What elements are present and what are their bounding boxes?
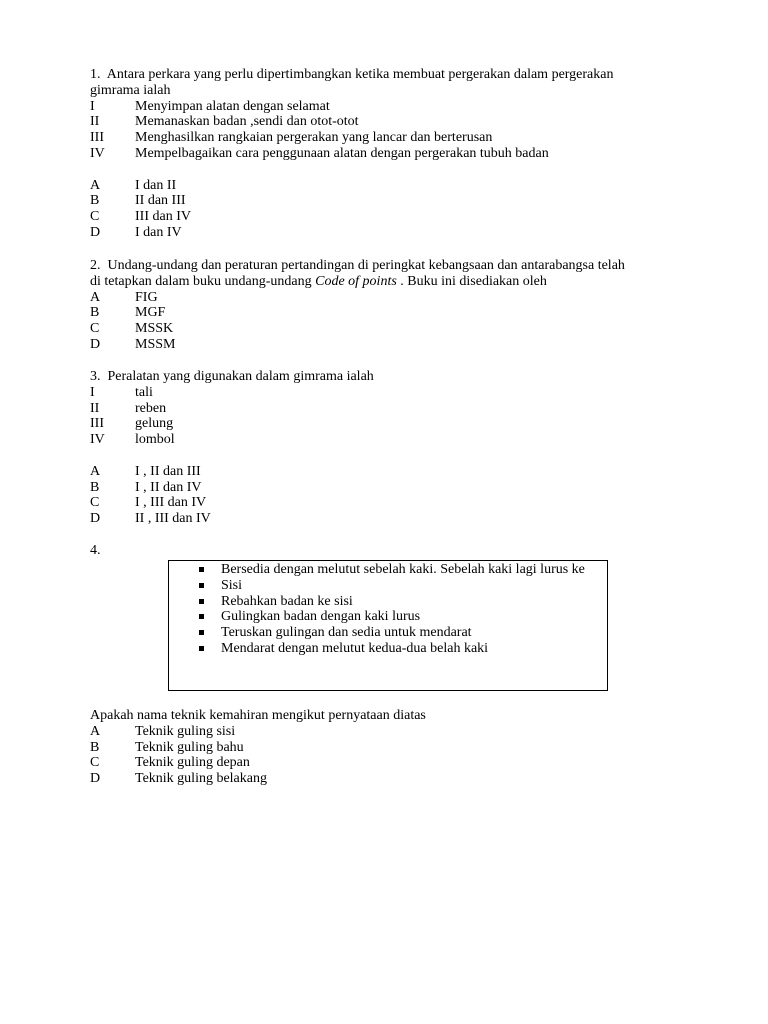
option-text: Teknik guling depan (135, 755, 250, 771)
question-3-stem: 3. Peralatan yang digunakan dalam gimrama ialah (90, 369, 374, 384)
question-1-options (90, 178, 650, 241)
option-text: I , II dan IV (135, 479, 202, 495)
statement-label: I (90, 384, 95, 400)
statement-text: tali (135, 384, 153, 400)
option-row[interactable] (90, 337, 635, 353)
question-1-statements (90, 99, 650, 162)
option-text: II dan III (135, 193, 186, 209)
option-label: B (90, 739, 100, 755)
option-row[interactable] (90, 321, 635, 337)
option-label: A (90, 723, 101, 739)
statement-label: IV (90, 145, 105, 161)
statement-label: II (90, 400, 100, 416)
option-label: D (90, 336, 101, 352)
option-row[interactable] (90, 178, 650, 194)
option-text: I , II dan III (135, 463, 201, 479)
option-text: I dan II (135, 177, 177, 193)
option-row[interactable] (90, 495, 650, 511)
option-label: A (90, 289, 101, 305)
question-3 (90, 369, 650, 527)
bullet-square-icon (199, 599, 204, 604)
procedure-item (199, 609, 585, 625)
option-label: B (90, 305, 100, 321)
option-label: B (90, 479, 100, 495)
procedure-text: Sisi (221, 577, 243, 593)
option-text: MGF (135, 305, 166, 321)
statement-row (90, 416, 650, 432)
procedure-text: Gulingkan badan dengan kaki lurus (221, 609, 421, 625)
option-row[interactable] (90, 225, 650, 241)
question-2-book-title: Code of points (315, 273, 397, 289)
option-text: FIG (135, 289, 158, 305)
option-row[interactable] (90, 511, 650, 527)
option-label: C (90, 755, 100, 771)
option-row[interactable] (90, 290, 635, 306)
statement-label: I (90, 98, 95, 114)
bullet-square-icon (199, 567, 204, 572)
procedure-list (199, 562, 585, 657)
question-1 (90, 67, 650, 241)
option-text: MSSM (135, 336, 176, 352)
option-text: Teknik guling bahu (135, 739, 244, 755)
statement-label: IV (90, 432, 105, 448)
procedure-text: Rebahkan badan ke sisi (221, 593, 353, 609)
option-label: B (90, 193, 100, 209)
question-4-options (90, 724, 650, 787)
procedure-text: Bersedia dengan melutut sebelah kaki. Sebelah kaki lagi lurus ke (221, 562, 585, 577)
question-2-stem-text: 2. Undang-undang dan peraturan pertandingan di peringkat kebangsaan dan antarabangsa telah di tetapkan dalam buku undang-undang (90, 258, 629, 289)
statement-label: III (90, 416, 104, 432)
option-text: II , III dan IV (135, 511, 211, 527)
statement-text: Mempelbagaikan cara penggunaan alatan dengan pergerakan tubuh badan (135, 145, 549, 161)
statement-row (90, 146, 650, 162)
statement-label: III (90, 130, 104, 146)
bullet-square-icon (199, 630, 204, 635)
procedure-item (199, 578, 585, 594)
question-3-options (90, 464, 650, 527)
bullet-square-icon (199, 583, 204, 588)
option-row[interactable] (90, 209, 650, 225)
question-2-stem-end: . Buku ini disediakan oleh (396, 273, 547, 289)
option-text: III dan IV (135, 209, 191, 225)
option-label: A (90, 463, 101, 479)
statement-row (90, 130, 650, 146)
question-4 (90, 708, 650, 787)
procedure-text: Mendarat dengan melutut kedua-dua belah kaki (221, 640, 489, 656)
option-row[interactable] (90, 740, 650, 756)
option-text: Teknik guling belakang (135, 771, 267, 787)
option-row[interactable] (90, 480, 650, 496)
question-3-statements (90, 385, 650, 448)
statement-text: Menghasilkan rangkaian pergerakan yang lancar dan berterusan (135, 130, 493, 146)
option-text: MSSK (135, 321, 174, 337)
procedure-box (168, 560, 608, 691)
option-row[interactable] (90, 755, 650, 771)
procedure-item (199, 625, 585, 641)
procedure-item (199, 641, 585, 657)
question-2-stem (90, 258, 635, 290)
question-1-stem: 1. Antara perkara yang perlu dipertimbangkan ketika membuat pergerakan dalam pergerakan gimrama ialah (90, 67, 617, 98)
option-row[interactable] (90, 464, 650, 480)
statement-text: gelung (135, 416, 174, 432)
procedure-item (199, 562, 585, 578)
option-label: D (90, 511, 101, 527)
option-label: C (90, 321, 100, 337)
option-label: D (90, 771, 101, 787)
procedure-text: Teruskan gulingan dan sedia untuk mendarat (221, 625, 472, 641)
option-label: C (90, 209, 100, 225)
statement-row (90, 401, 650, 417)
option-label: A (90, 177, 101, 193)
option-row[interactable] (90, 305, 635, 321)
statement-row (90, 385, 650, 401)
option-row[interactable] (90, 193, 650, 209)
statement-row (90, 99, 650, 115)
option-label: D (90, 224, 101, 240)
option-row[interactable] (90, 771, 650, 787)
statement-row (90, 432, 650, 448)
question-2-options (90, 290, 635, 353)
option-row[interactable] (90, 724, 650, 740)
statement-label: II (90, 114, 100, 130)
bullet-square-icon (199, 646, 204, 651)
statement-row (90, 114, 650, 130)
option-text: I dan IV (135, 224, 182, 240)
statement-text: Menyimpan alatan dengan selamat (135, 98, 330, 114)
option-label: C (90, 495, 100, 511)
statement-text: lombol (135, 432, 175, 448)
statement-text: Memanaskan badan ,sendi dan otot-otot (135, 114, 359, 130)
question-4-number: 4. (90, 543, 101, 558)
question-4-stem: Apakah nama teknik kemahiran mengikut pernyataan diatas (90, 708, 426, 723)
statement-text: reben (135, 400, 167, 416)
bullet-square-icon (199, 614, 204, 619)
option-text: I , III dan IV (135, 495, 207, 511)
question-2 (90, 258, 635, 353)
procedure-item (199, 594, 585, 610)
option-text: Teknik guling sisi (135, 723, 236, 739)
